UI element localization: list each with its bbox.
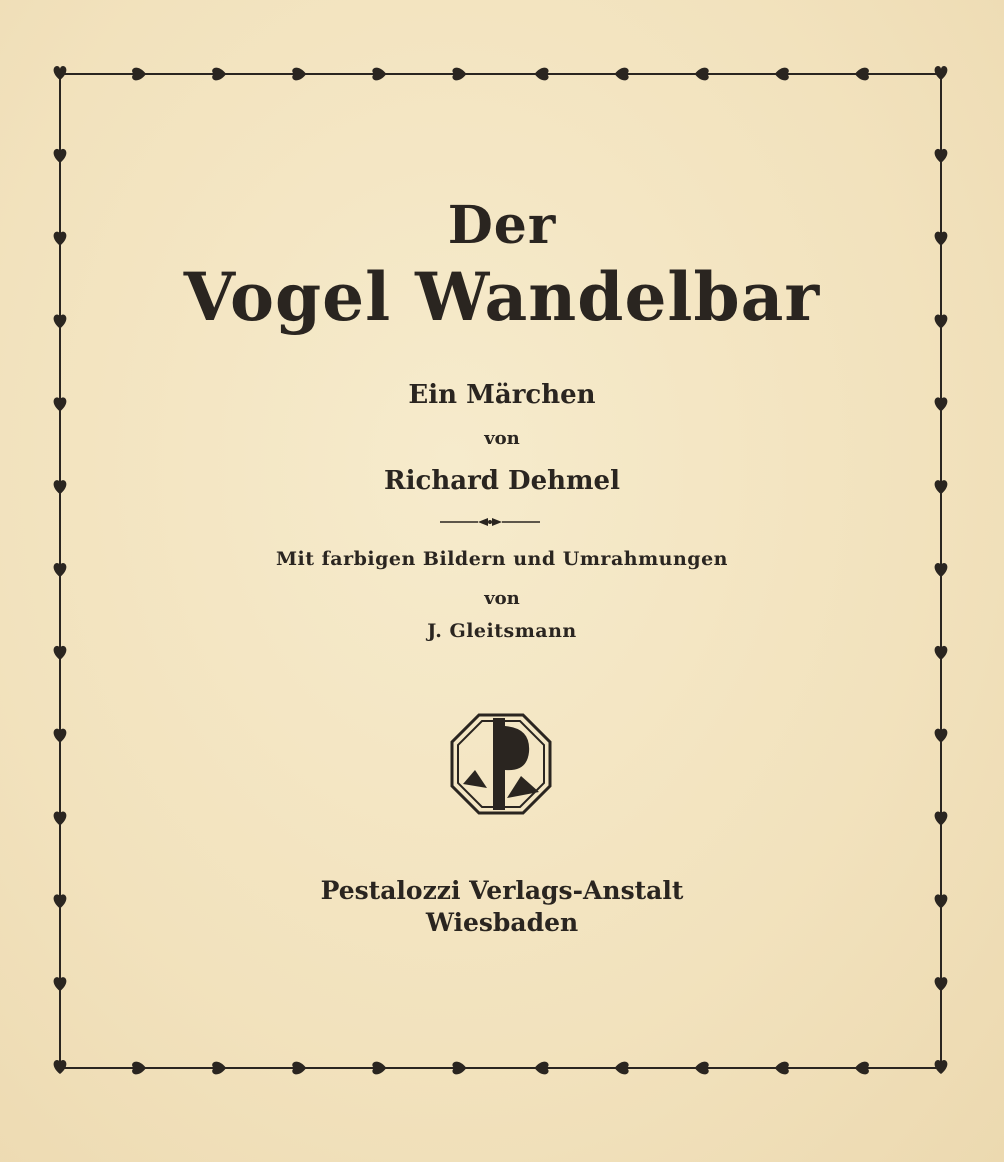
illustration-credit: Mit farbigen Bildern und Umrahmungen	[275, 548, 728, 570]
octagon-monogram-logo	[449, 712, 553, 816]
illustrator-name: J. Gleitsmann	[427, 620, 577, 642]
heart-icon	[935, 66, 948, 80]
ornamental-divider	[440, 515, 540, 529]
by-word-illustrator: von	[484, 588, 520, 609]
author-name: Richard Dehmel	[384, 466, 620, 496]
heart-icon	[54, 66, 67, 80]
title-line-1: Der	[447, 195, 557, 256]
publisher-city: Wiesbaden	[425, 908, 579, 937]
publisher-name: Pestalozzi Verlags-Anstalt	[320, 876, 684, 905]
subtitle: Ein Märchen	[408, 380, 596, 410]
by-word-author: von	[484, 428, 520, 449]
title-line-2: Vogel Wandelbar	[183, 258, 821, 336]
